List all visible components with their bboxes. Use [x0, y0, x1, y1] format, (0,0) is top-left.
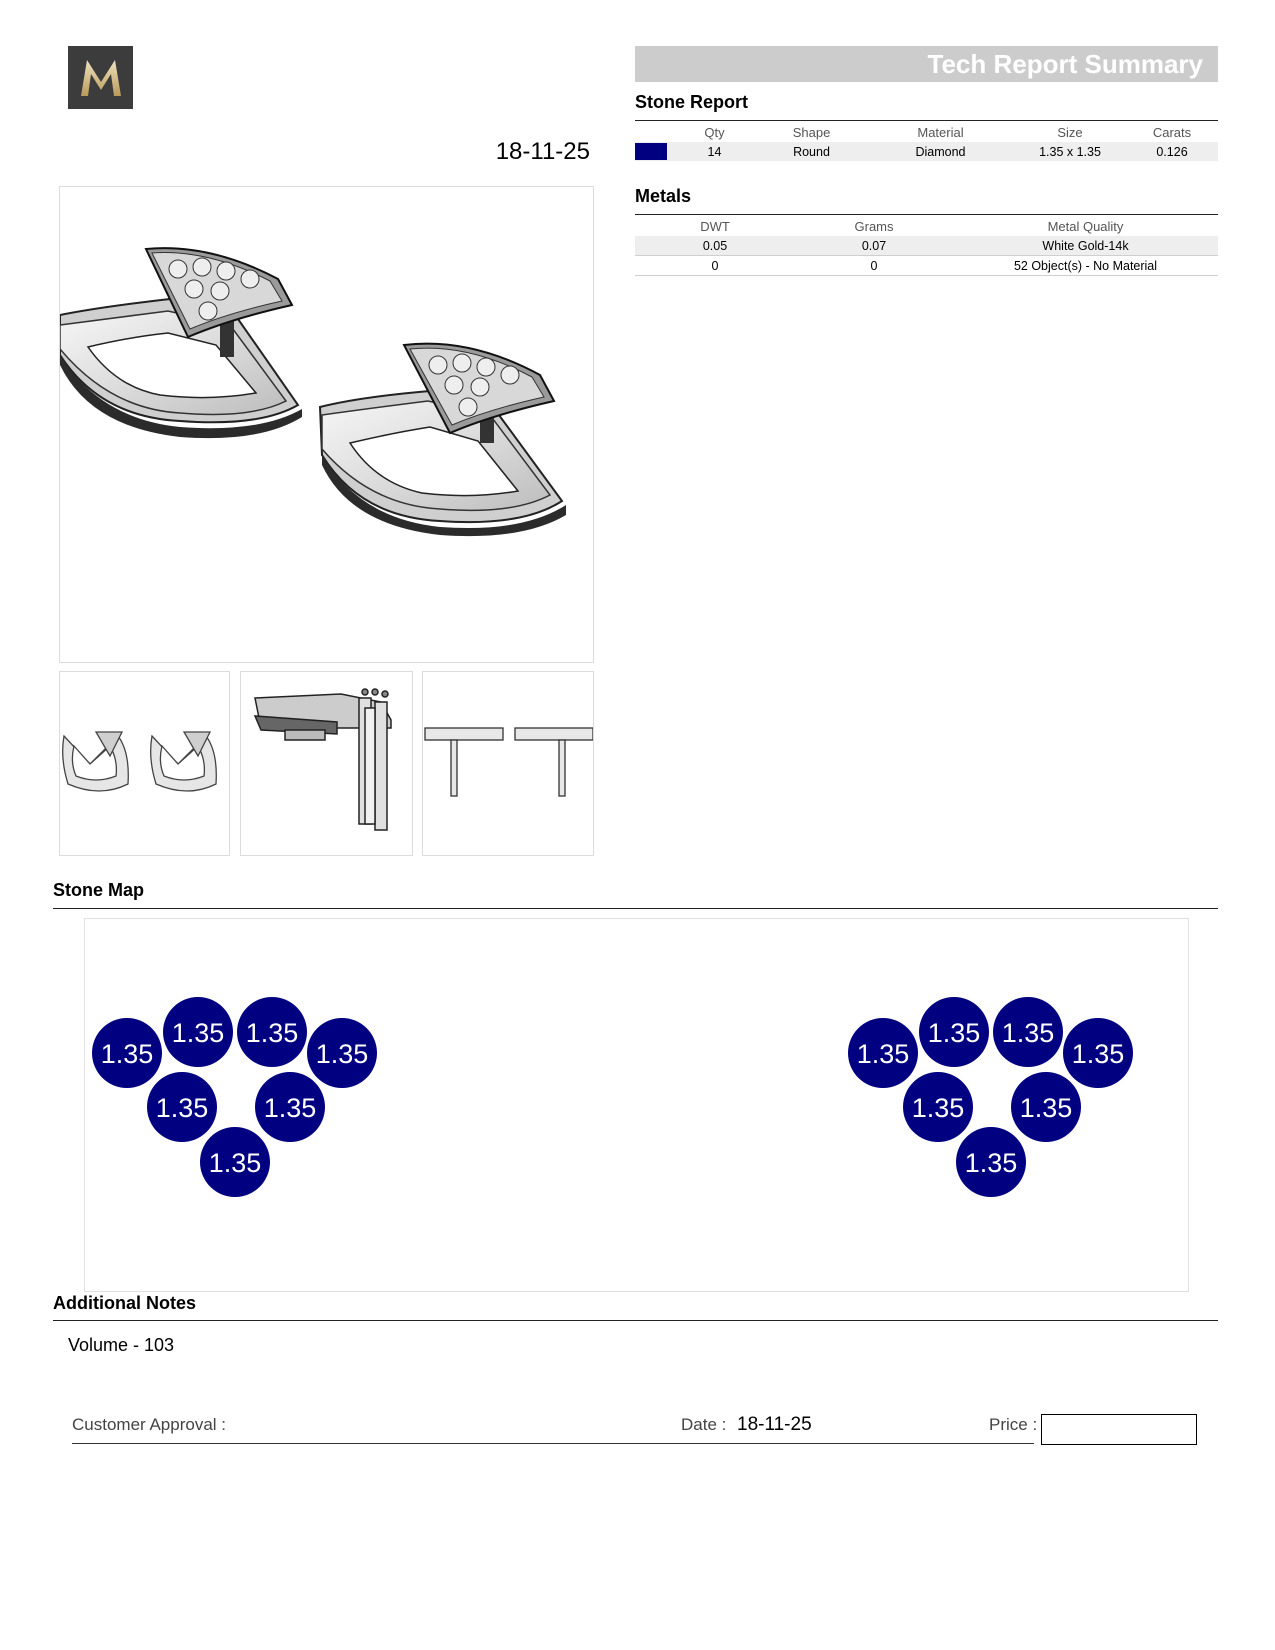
thumbnail-front-view [59, 671, 230, 856]
stone-marker [200, 1127, 270, 1197]
stone-size-label: 1.35 [911, 1093, 965, 1123]
stone-marker [1011, 1072, 1081, 1142]
table-row [635, 236, 1218, 256]
company-logo [68, 46, 133, 109]
col-material: Material [917, 124, 964, 140]
approval-date-label: Date : [681, 1415, 727, 1434]
earring-front-image [60, 672, 229, 855]
stone-marker [848, 1018, 918, 1088]
earring-back-image [423, 672, 593, 855]
stone-size-label: 1.35 [155, 1093, 209, 1123]
stone-size: 1.35 x 1.35 [1014, 142, 1126, 161]
stone-marker [903, 1072, 973, 1142]
metal-grams: 0.07 [795, 236, 953, 256]
stone-marker [993, 997, 1063, 1067]
metal-quality: White Gold-14k [953, 236, 1218, 256]
stone-size-label: 1.35 [263, 1093, 317, 1123]
stone-size-label: 1.35 [208, 1148, 262, 1178]
stone-size-label: 1.35 [171, 1018, 225, 1048]
table-row [635, 142, 1218, 161]
stone-color-swatch [635, 143, 667, 160]
stone-map-diagram [85, 919, 1188, 1291]
stone-size-label: 1.35 [856, 1039, 910, 1069]
metal-grams: 0 [795, 256, 953, 276]
stone-size-label: 1.35 [1019, 1093, 1073, 1123]
metal-dwt: 0 [635, 256, 795, 276]
earring-side-image [241, 672, 412, 855]
stone-map-divider [53, 908, 1218, 909]
stone-shape: Round [756, 142, 867, 161]
notes-divider [53, 1320, 1218, 1321]
col-metal-quality: Metal Quality [1047, 218, 1124, 234]
stone-size-label: 1.35 [1071, 1039, 1125, 1069]
stone-marker [92, 1018, 162, 1088]
col-swatch [635, 122, 673, 142]
stone-size-label: 1.35 [245, 1018, 299, 1048]
additional-notes-heading: Additional Notes [53, 1293, 196, 1313]
stone-marker [147, 1072, 217, 1142]
stone-report-heading: Stone Report [635, 92, 749, 112]
stone-report-divider [635, 120, 1218, 121]
stone-size-label: 1.35 [100, 1039, 154, 1069]
table-row [635, 256, 1218, 276]
earring-perspective-image [60, 187, 593, 662]
stone-size-label: 1.35 [927, 1018, 981, 1048]
metals-table [635, 216, 1218, 276]
report-date: 18-11-25 [495, 138, 590, 165]
col-dwt: DWT [700, 218, 730, 234]
stone-marker [237, 997, 307, 1067]
thumbnail-back-view [422, 671, 594, 856]
stone-map-heading: Stone Map [53, 880, 145, 900]
metal-dwt: 0.05 [635, 236, 795, 256]
stone-marker [307, 1018, 377, 1088]
thumbnail-side-view [240, 671, 413, 856]
col-carats: Carats [1152, 124, 1192, 140]
price-label: Price : [989, 1415, 1038, 1434]
stone-marker [956, 1127, 1026, 1197]
col-size: Size [1057, 124, 1083, 140]
approval-date-value: 18-11-25 [737, 1414, 812, 1435]
stone-marker [163, 997, 233, 1067]
col-grams: Grams [854, 218, 894, 234]
report-title: Tech Report Summary [927, 49, 1203, 79]
stone-size-label: 1.35 [964, 1148, 1018, 1178]
price-input[interactable] [1041, 1414, 1197, 1445]
approval-signature-line [72, 1443, 1034, 1444]
stone-marker [255, 1072, 325, 1142]
logo-m-mark [79, 58, 123, 98]
stone-report-table [635, 122, 1218, 161]
metals-divider [635, 214, 1218, 215]
main-render-view [59, 186, 594, 663]
stone-size-label: 1.35 [1001, 1018, 1055, 1048]
metals-heading: Metals [635, 186, 692, 206]
metal-quality: 52 Object(s) - No Material [953, 256, 1218, 276]
stone-marker [919, 997, 989, 1067]
stone-size-label: 1.35 [315, 1039, 369, 1069]
stone-material: Diamond [867, 142, 1014, 161]
customer-approval-label: Customer Approval : [72, 1415, 227, 1434]
stone-qty: 14 [673, 142, 756, 161]
notes-text: Volume - 103 [68, 1335, 175, 1355]
col-qty: Qty [704, 124, 725, 140]
stone-map-panel [84, 918, 1189, 1292]
stone-carats: 0.126 [1126, 142, 1218, 161]
report-title-bar [635, 46, 1218, 82]
col-shape: Shape [792, 124, 831, 140]
stone-marker [1063, 1018, 1133, 1088]
